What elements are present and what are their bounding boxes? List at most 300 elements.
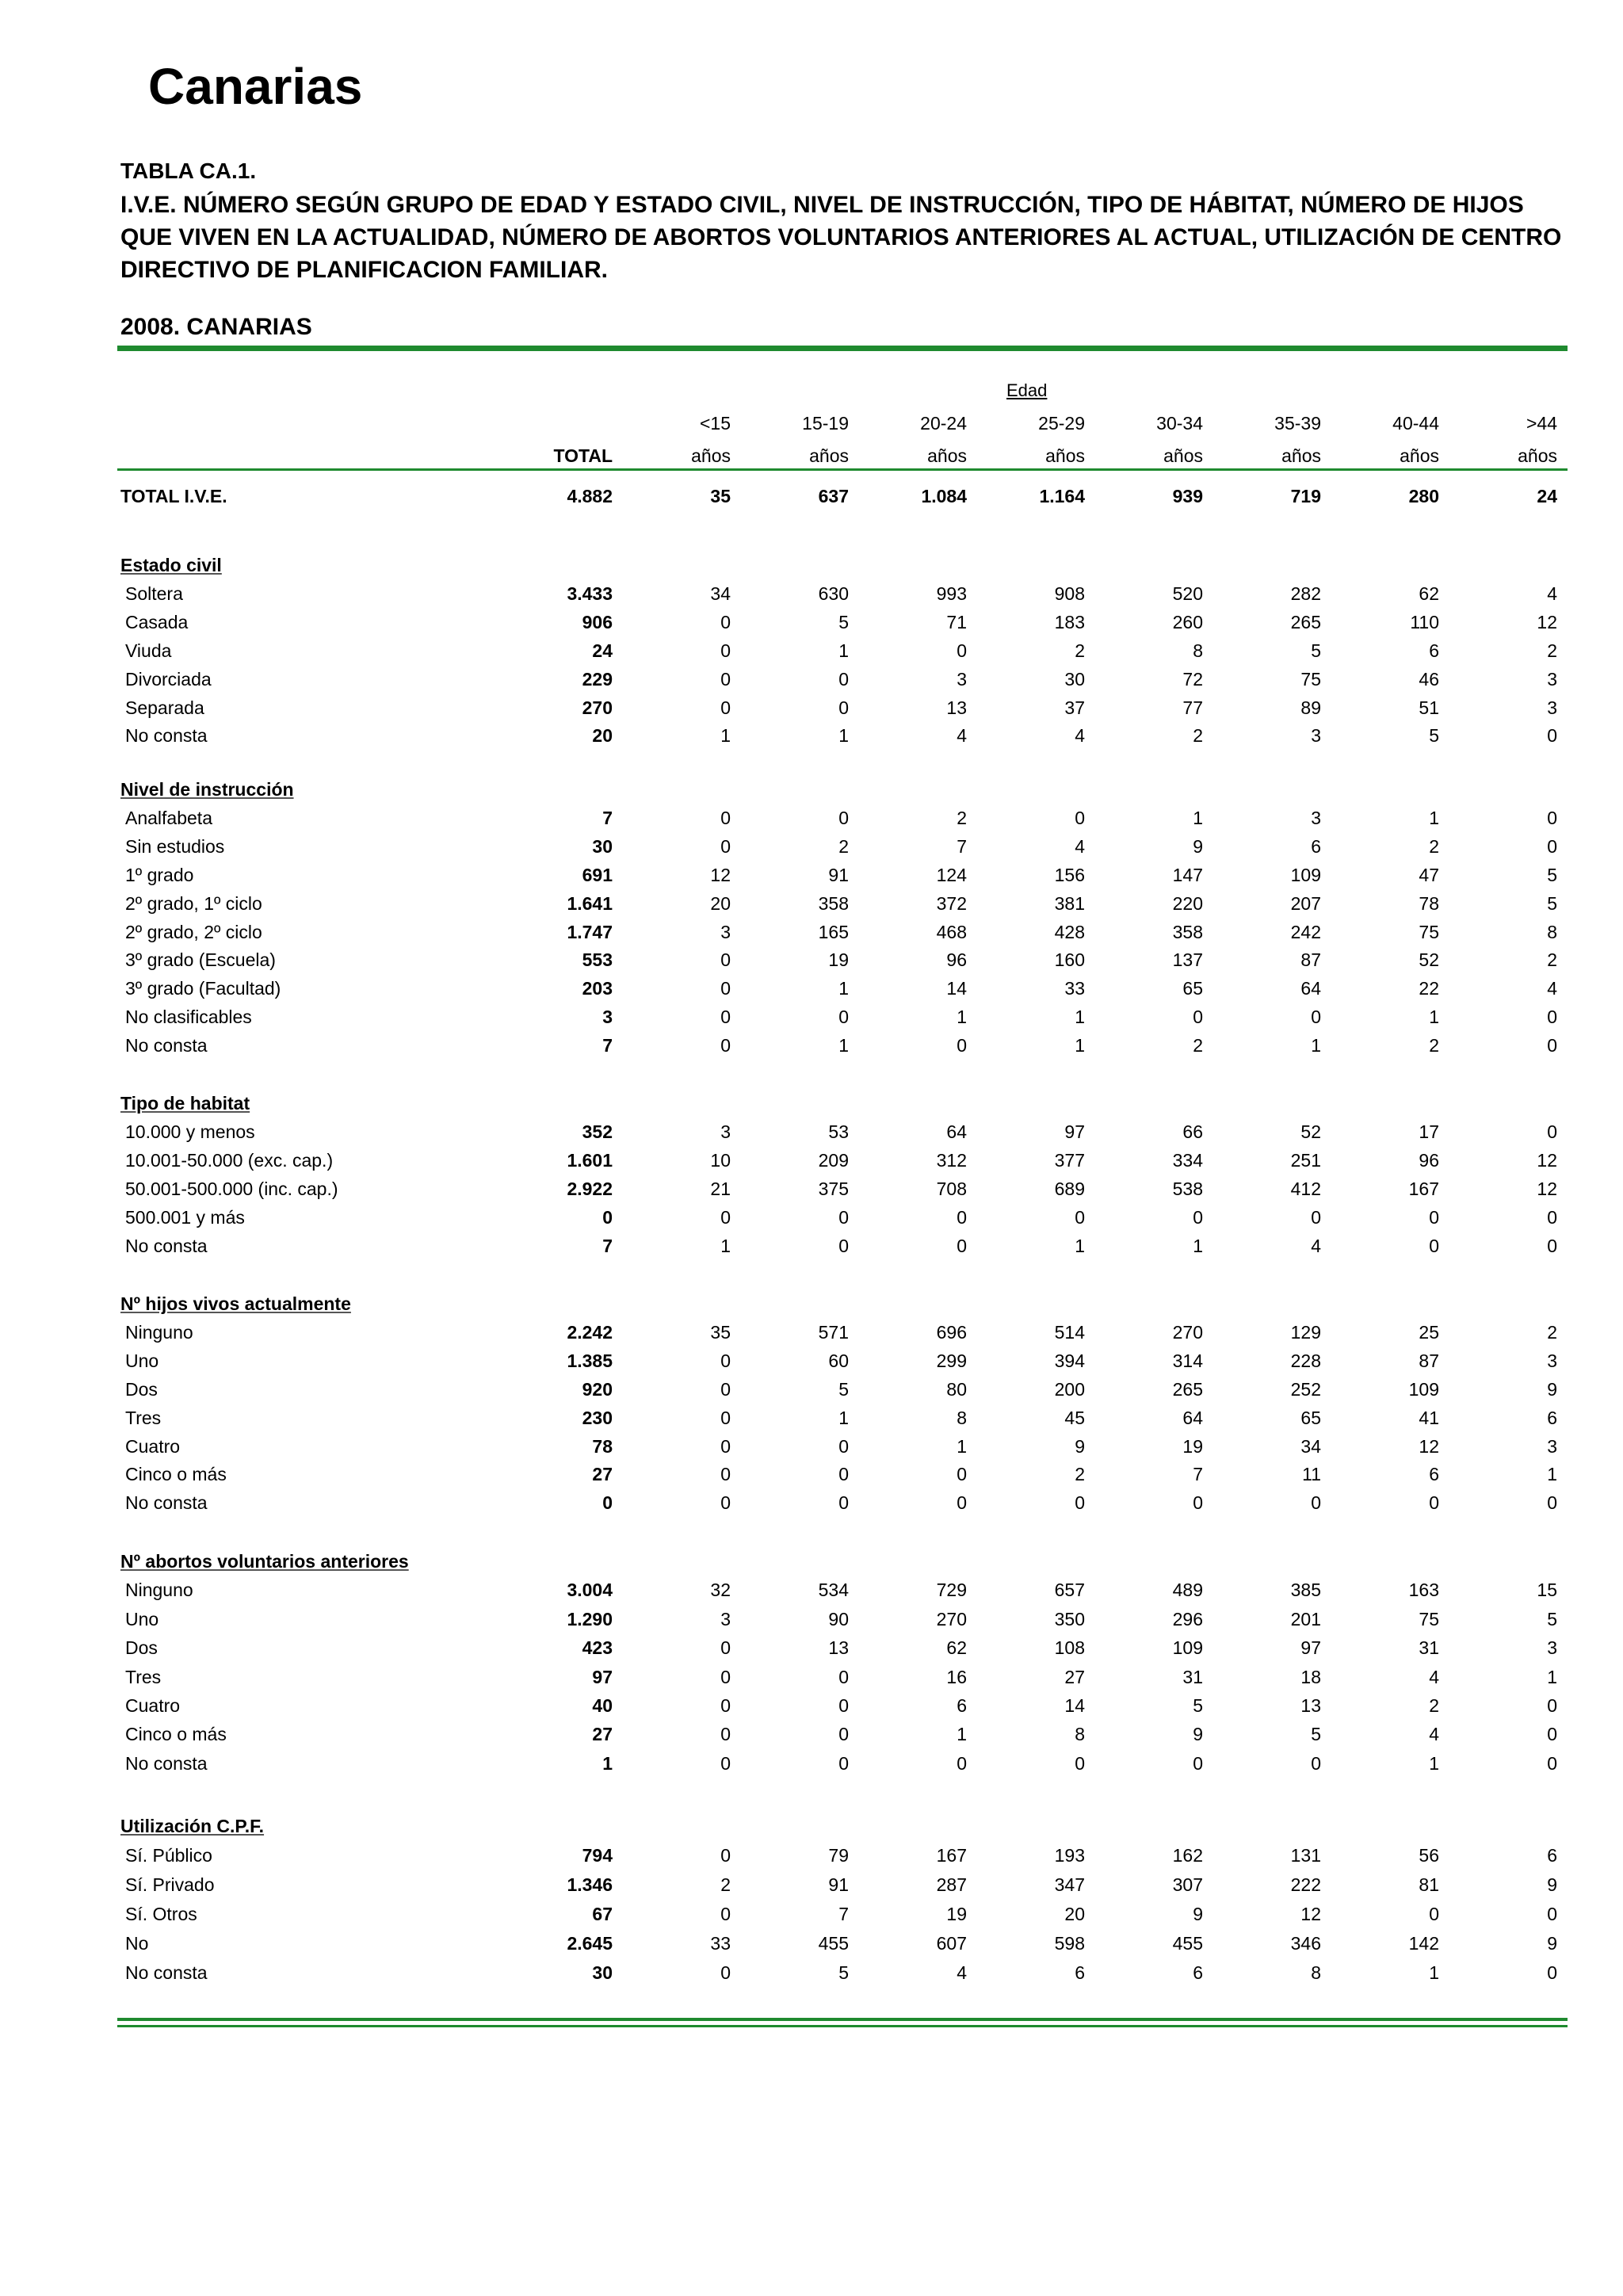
table-cell: 1 <box>1075 1236 1085 1256</box>
section-title: Estado civil <box>120 555 222 575</box>
total-cell: 352 <box>582 1121 613 1142</box>
row-label: Dos <box>125 1379 158 1400</box>
table-cell: 33 <box>710 1933 731 1954</box>
table-cell: 64 <box>1182 1408 1203 1428</box>
table-cell: 520 <box>1172 583 1203 604</box>
table-cell: 110 <box>1410 612 1439 632</box>
total-cell: 1.164 <box>1039 486 1085 506</box>
table-cell: 27 <box>1064 1667 1085 1687</box>
total-cell: 2.242 <box>567 1322 613 1343</box>
row-label: Sí. Público <box>125 1845 212 1866</box>
table-cell: 109 <box>1172 1637 1203 1658</box>
table-cell: 0 <box>1075 1753 1085 1774</box>
table-cell: 19 <box>946 1904 967 1924</box>
table-cell: 0 <box>1547 1007 1557 1027</box>
table-cell: 514 <box>1054 1322 1085 1343</box>
total-cell: 637 <box>818 486 849 506</box>
row-label: Cuatro <box>125 1436 181 1457</box>
table-cell: 385 <box>1290 1580 1321 1600</box>
table-cell: 9 <box>1193 1724 1203 1744</box>
table-cell: 200 <box>1054 1379 1085 1400</box>
table-cell: 0 <box>1547 1753 1557 1774</box>
table-cell: 381 <box>1054 893 1085 914</box>
total-cell: 27 <box>592 1724 613 1744</box>
total-column-header: TOTAL <box>553 445 613 466</box>
total-cell: 906 <box>582 612 613 632</box>
table-cell: 6 <box>1075 1962 1085 1983</box>
row-label: No <box>125 1933 149 1954</box>
table-cell: 0 <box>1547 1121 1557 1142</box>
table-cell: 1 <box>720 725 731 746</box>
table-cell: 0 <box>720 1637 731 1658</box>
table-cell: 75 <box>1419 922 1439 942</box>
table-cell: 9 <box>1547 1933 1557 1954</box>
table-cell: 0 <box>957 1035 967 1056</box>
table-cell: 0 <box>1429 1236 1439 1256</box>
table-code: TABLA CA.1. <box>120 159 257 183</box>
table-cell: 5 <box>838 612 849 632</box>
table-cell: 12 <box>1537 1179 1557 1199</box>
table-cell: 358 <box>818 893 849 914</box>
table-cell: 12 <box>1300 1904 1321 1924</box>
table-cell: 5 <box>838 1379 849 1400</box>
total-cell: 1 <box>602 1753 613 1774</box>
table-cell: 0 <box>720 1724 731 1744</box>
table-cell: 2 <box>720 1874 731 1895</box>
table-cell: 0 <box>1547 836 1557 857</box>
table-cell: 282 <box>1290 583 1321 604</box>
table-cell: 5 <box>1429 725 1439 746</box>
row-label: No consta <box>125 1035 208 1056</box>
table-cell: 0 <box>838 1464 849 1484</box>
table-cell: 270 <box>1172 1322 1203 1343</box>
edad-header: Edad <box>1006 380 1048 400</box>
table-cell: 1 <box>1429 808 1439 828</box>
row-label: Cinco o más <box>125 1464 227 1484</box>
row-label: No consta <box>125 1753 208 1774</box>
table-cell: 0 <box>720 1695 731 1716</box>
row-label: 50.001-500.000 (inc. cap.) <box>125 1179 338 1199</box>
table-cell: 0 <box>957 1492 967 1513</box>
table-cell: 0 <box>838 1236 849 1256</box>
table-cell: 108 <box>1054 1637 1085 1658</box>
table-cell: 6 <box>1547 1408 1557 1428</box>
table-cell: 1 <box>1429 1753 1439 1774</box>
table-cell: 334 <box>1172 1150 1203 1171</box>
table-cell: 31 <box>1419 1637 1439 1658</box>
table-cell: 207 <box>1290 893 1321 914</box>
table-cell: 2 <box>838 836 849 857</box>
table-cell: 265 <box>1172 1379 1203 1400</box>
table-cell: 65 <box>1300 1408 1321 1428</box>
row-label: Uno <box>125 1609 159 1629</box>
table-cell: 0 <box>1547 1035 1557 1056</box>
table-cell: 0 <box>720 1035 731 1056</box>
section-title: Nº abortos voluntarios anteriores <box>120 1551 409 1572</box>
table-cell: 0 <box>957 640 967 661</box>
table-cell: 17 <box>1419 1121 1439 1142</box>
table-cell: 131 <box>1290 1845 1321 1866</box>
table-cell: 1 <box>838 640 849 661</box>
row-label: Sí. Privado <box>125 1874 215 1895</box>
table-cell: 375 <box>818 1179 849 1199</box>
table-cell: 394 <box>1054 1350 1085 1371</box>
age-group-range: 40-44 <box>1392 413 1439 434</box>
table-cell: 66 <box>1182 1121 1203 1142</box>
row-label: 2º grado, 2º ciclo <box>125 922 262 942</box>
table-cell: 3 <box>957 669 967 690</box>
row-label: 3º grado (Facultad) <box>125 978 281 999</box>
table-cell: 0 <box>838 1436 849 1457</box>
age-group-range: <15 <box>699 413 731 434</box>
table-cell: 0 <box>720 1408 731 1428</box>
top-rule <box>117 346 1568 351</box>
table-cell: 5 <box>1311 640 1321 661</box>
table-cell: 696 <box>936 1322 967 1343</box>
table-cell: 0 <box>720 1207 731 1228</box>
table-cell: 12 <box>1537 1150 1557 1171</box>
table-cell: 34 <box>710 583 731 604</box>
table-cell: 16 <box>946 1667 967 1687</box>
table-cell: 96 <box>1419 1150 1439 1171</box>
table-cell: 0 <box>838 1667 849 1687</box>
table-cell: 287 <box>936 1874 967 1895</box>
table-cell: 0 <box>957 1464 967 1484</box>
table-cell: 6 <box>957 1695 967 1716</box>
total-cell: 270 <box>582 697 613 718</box>
table-cell: 0 <box>1547 808 1557 828</box>
table-cell: 0 <box>1311 1207 1321 1228</box>
table-cell: 183 <box>1054 612 1085 632</box>
total-cell: 1.747 <box>567 922 613 942</box>
row-label: Separada <box>125 697 204 718</box>
row-label: 2º grado, 1º ciclo <box>125 893 262 914</box>
total-cell: 794 <box>582 1845 613 1866</box>
table-cell: 0 <box>957 1236 967 1256</box>
table-cell: 0 <box>1547 1724 1557 1744</box>
table-cell: 2 <box>1429 1035 1439 1056</box>
table-cell: 1 <box>720 1236 731 1256</box>
total-cell: 1.084 <box>921 486 967 506</box>
table-cell: 165 <box>818 922 849 942</box>
table-cell: 13 <box>1300 1695 1321 1716</box>
table-cell: 129 <box>1290 1322 1321 1343</box>
table-cell: 64 <box>1300 978 1321 999</box>
table-cell: 598 <box>1054 1933 1085 1954</box>
table-cell: 109 <box>1408 1379 1439 1400</box>
table-cell: 13 <box>828 1637 849 1658</box>
total-cell: 35 <box>710 486 731 506</box>
table-cell: 35 <box>710 1322 731 1343</box>
table-cell: 75 <box>1419 1609 1439 1629</box>
table-cell: 0 <box>838 808 849 828</box>
row-label: No consta <box>125 725 208 746</box>
table-cell: 0 <box>1075 1492 1085 1513</box>
age-group-range: 30-34 <box>1156 413 1203 434</box>
table-cell: 0 <box>1547 1236 1557 1256</box>
row-label: Soltera <box>125 583 183 604</box>
table-title: I.V.E. NÚMERO SEGÚN GRUPO DE EDAD Y ESTADO CIVIL, NIVEL DE INSTRUCCIÓN, TIPO DE HÁBITAT, NÚMERO DE HIJOS QUE VIVEN EN LA ACTUALIDAD, NÚMERO DE ABORTOS VOLUNTARIOS ANTERIORES AL ACTUAL, UTILIZACIÓN DE CENTRO DIRECTIVO DE PLANIFICACION FAMILIAR. <box>120 192 1562 283</box>
table-cell: 5 <box>1547 865 1557 885</box>
table-cell: 1 <box>957 1436 967 1457</box>
row-label: Divorciada <box>125 669 212 690</box>
table-cell: 8 <box>1193 640 1203 661</box>
table-cell: 1 <box>1193 808 1203 828</box>
table-cell: 9 <box>1547 1874 1557 1895</box>
table-cell: 4 <box>957 725 967 746</box>
table-cell: 37 <box>1064 697 1085 718</box>
table-cell: 6 <box>1311 836 1321 857</box>
table-cell: 62 <box>946 1637 967 1658</box>
table-cell: 1 <box>1193 1236 1203 1256</box>
total-cell: 7 <box>602 808 613 828</box>
total-cell: 7 <box>602 1236 613 1256</box>
age-group-range: 20-24 <box>920 413 967 434</box>
table-cell: 607 <box>936 1933 967 1954</box>
total-cell: 30 <box>592 836 613 857</box>
table-cell: 2 <box>1429 836 1439 857</box>
total-cell: 0 <box>602 1207 613 1228</box>
table-cell: 45 <box>1064 1408 1085 1428</box>
header-rule <box>117 468 1568 471</box>
table-cell: 0 <box>1547 725 1557 746</box>
table-cell: 89 <box>1300 697 1321 718</box>
table-cell: 455 <box>1172 1933 1203 1954</box>
table-cell: 4 <box>957 1962 967 1983</box>
table-cell: 251 <box>1290 1150 1321 1171</box>
age-group-unit: años <box>1163 445 1203 466</box>
table-cell: 8 <box>1075 1724 1085 1744</box>
table-subtitle: 2008. CANARIAS <box>120 314 312 340</box>
table-cell: 46 <box>1419 669 1439 690</box>
table-cell: 372 <box>936 893 967 914</box>
table-cell: 2 <box>1547 949 1557 970</box>
table-cell: 64 <box>946 1121 967 1142</box>
table-cell: 228 <box>1290 1350 1321 1371</box>
table-cell: 0 <box>838 1753 849 1774</box>
table-cell: 3 <box>720 1609 731 1629</box>
table-cell: 167 <box>936 1845 967 1866</box>
table-cell: 80 <box>946 1379 967 1400</box>
age-group-unit: años <box>1400 445 1439 466</box>
table-cell: 0 <box>720 1904 731 1924</box>
table-cell: 12 <box>1419 1436 1439 1457</box>
table-cell: 6 <box>1429 1464 1439 1484</box>
table-cell: 428 <box>1054 922 1085 942</box>
table-cell: 79 <box>828 1845 849 1866</box>
age-group-unit: años <box>1045 445 1085 466</box>
table-cell: 87 <box>1300 949 1321 970</box>
table-cell: 3 <box>720 922 731 942</box>
table-cell: 0 <box>1075 808 1085 828</box>
table-cell: 0 <box>1429 1492 1439 1513</box>
table-cell: 20 <box>1064 1904 1085 1924</box>
table-cell: 312 <box>936 1150 967 1171</box>
table-cell: 2 <box>957 808 967 828</box>
table-cell: 90 <box>828 1609 849 1629</box>
total-cell: 1.385 <box>567 1350 613 1371</box>
total-cell: 1.346 <box>567 1874 613 1895</box>
table-cell: 22 <box>1419 978 1439 999</box>
table-cell: 62 <box>1419 583 1439 604</box>
table-cell: 0 <box>720 1845 731 1866</box>
table-cell: 7 <box>1193 1464 1203 1484</box>
table-cell: 0 <box>838 1207 849 1228</box>
table-cell: 14 <box>946 978 967 999</box>
table-cell: 314 <box>1172 1350 1203 1371</box>
total-cell: 24 <box>1537 486 1557 506</box>
table-cell: 0 <box>1547 1207 1557 1228</box>
table-cell: 1 <box>1547 1667 1557 1687</box>
table-cell: 299 <box>936 1350 967 1371</box>
table-cell: 147 <box>1172 865 1203 885</box>
table-cell: 10 <box>710 1150 731 1171</box>
table-cell: 252 <box>1290 1379 1321 1400</box>
total-cell: 24 <box>592 640 613 661</box>
row-label: Cinco o más <box>125 1724 227 1744</box>
table-cell: 31 <box>1182 1667 1203 1687</box>
total-cell: 920 <box>582 1379 613 1400</box>
total-cell: 280 <box>1408 486 1439 506</box>
table-cell: 0 <box>720 1350 731 1371</box>
row-label: 500.001 y más <box>125 1207 245 1228</box>
row-label: Ninguno <box>125 1322 193 1343</box>
table-cell: 18 <box>1300 1667 1321 1687</box>
total-cell: 40 <box>592 1695 613 1716</box>
table-cell: 468 <box>936 922 967 942</box>
table-cell: 0 <box>720 1492 731 1513</box>
table-cell: 21 <box>710 1179 731 1199</box>
table-cell: 52 <box>1419 949 1439 970</box>
table-cell: 162 <box>1172 1845 1203 1866</box>
total-cell: 3.433 <box>567 583 613 604</box>
table-cell: 9 <box>1193 1904 1203 1924</box>
total-cell: 20 <box>592 725 613 746</box>
table-cell: 1 <box>1429 1007 1439 1027</box>
table-cell: 5 <box>1193 1695 1203 1716</box>
table-cell: 1 <box>838 725 849 746</box>
table-cell: 4 <box>1547 978 1557 999</box>
total-cell: 1.601 <box>567 1150 613 1171</box>
table-cell: 0 <box>1547 1962 1557 1983</box>
table-cell: 0 <box>957 1207 967 1228</box>
table-cell: 1 <box>838 978 849 999</box>
table-cell: 97 <box>1300 1637 1321 1658</box>
table-cell: 2 <box>1547 640 1557 661</box>
total-cell: 203 <box>582 978 613 999</box>
section-title: Nivel de instrucción <box>120 779 294 800</box>
table-cell: 19 <box>1182 1436 1203 1457</box>
table-cell: 265 <box>1290 612 1321 632</box>
table-cell: 71 <box>946 612 967 632</box>
total-cell: 719 <box>1290 486 1321 506</box>
table-cell: 729 <box>936 1580 967 1600</box>
table-cell: 0 <box>1193 1753 1203 1774</box>
table-cell: 1 <box>1311 1035 1321 1056</box>
table-cell: 0 <box>1193 1207 1203 1228</box>
table-cell: 2 <box>1193 1035 1203 1056</box>
row-label: Tres <box>125 1408 162 1428</box>
table-cell: 412 <box>1290 1179 1321 1199</box>
table-cell: 25 <box>1419 1322 1439 1343</box>
total-cell: 691 <box>582 865 613 885</box>
age-group-unit: años <box>927 445 967 466</box>
table-cell: 0 <box>1311 1007 1321 1027</box>
row-label: No consta <box>125 1236 208 1256</box>
table-cell: 0 <box>1547 1904 1557 1924</box>
table-cell: 75 <box>1300 669 1321 690</box>
table-cell: 0 <box>720 1436 731 1457</box>
table-cell: 209 <box>818 1150 849 1171</box>
table-cell: 260 <box>1172 612 1203 632</box>
table-cell: 1 <box>1547 1464 1557 1484</box>
table-cell: 1 <box>1075 1035 1085 1056</box>
total-cell: 67 <box>592 1904 613 1924</box>
table-cell: 350 <box>1054 1609 1085 1629</box>
bottom-rule-2 <box>117 2025 1568 2027</box>
table-cell: 201 <box>1290 1609 1321 1629</box>
table-cell: 1 <box>838 1035 849 1056</box>
table-cell: 1 <box>1075 1007 1085 1027</box>
total-cell: 1.290 <box>567 1609 613 1629</box>
row-label: Analfabeta <box>125 808 212 828</box>
table-cell: 0 <box>838 697 849 718</box>
table-cell: 0 <box>720 1379 731 1400</box>
table-cell: 60 <box>828 1350 849 1371</box>
table-cell: 657 <box>1054 1580 1085 1600</box>
total-cell: 30 <box>592 1962 613 1983</box>
table-cell: 377 <box>1054 1150 1085 1171</box>
table-cell: 163 <box>1408 1580 1439 1600</box>
table-cell: 72 <box>1182 669 1203 690</box>
table-cell: 20 <box>710 893 731 914</box>
region-title: Canarias <box>148 58 363 115</box>
table-cell: 3 <box>1311 725 1321 746</box>
row-label: 1º grado <box>125 865 194 885</box>
bottom-rule <box>117 2018 1568 2021</box>
age-group-range: 15-19 <box>802 413 849 434</box>
table-cell: 3 <box>1311 808 1321 828</box>
table-cell: 0 <box>1547 1492 1557 1513</box>
table-cell: 52 <box>1300 1121 1321 1142</box>
table-cell: 4 <box>1547 583 1557 604</box>
total-cell: 7 <box>602 1035 613 1056</box>
table-cell: 4 <box>1075 836 1085 857</box>
table-cell: 1 <box>1429 1962 1439 1983</box>
table-cell: 0 <box>957 1753 967 1774</box>
table-cell: 160 <box>1054 949 1085 970</box>
table-cell: 15 <box>1537 1580 1557 1600</box>
table-cell: 307 <box>1172 1874 1203 1895</box>
table-cell: 137 <box>1172 949 1203 970</box>
table-cell: 96 <box>946 949 967 970</box>
total-cell: 939 <box>1172 486 1203 506</box>
table-cell: 3 <box>720 1121 731 1142</box>
table-cell: 91 <box>828 865 849 885</box>
table-cell: 0 <box>720 978 731 999</box>
table-cell: 19 <box>828 949 849 970</box>
table-cell: 708 <box>936 1179 967 1199</box>
table-cell: 47 <box>1419 865 1439 885</box>
table-cell: 30 <box>1064 669 1085 690</box>
table-cell: 56 <box>1419 1845 1439 1866</box>
table-cell: 142 <box>1408 1933 1439 1954</box>
table-cell: 11 <box>1302 1464 1321 1484</box>
table-cell: 2 <box>1075 640 1085 661</box>
table-cell: 12 <box>1537 612 1557 632</box>
table-cell: 5 <box>838 1962 849 1983</box>
table-cell: 3 <box>1547 1350 1557 1371</box>
